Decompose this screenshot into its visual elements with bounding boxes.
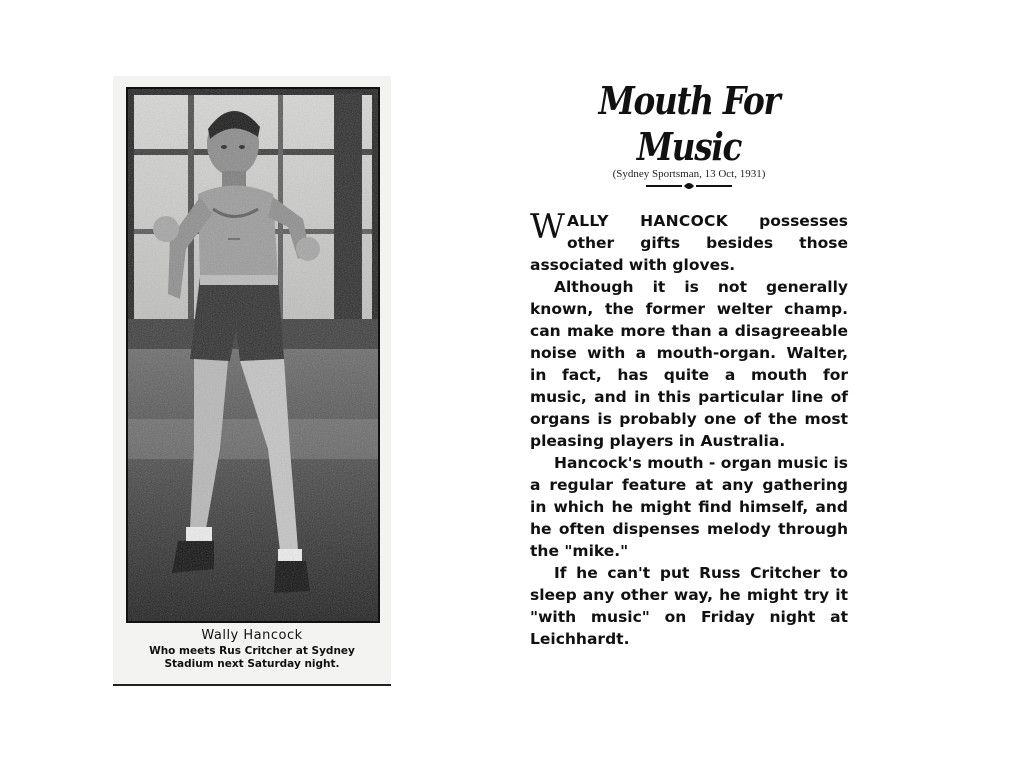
- caption-name: Wally Hancock: [201, 628, 303, 643]
- caption-line-1: Who meets Rus Critcher at Sydney: [149, 645, 355, 657]
- article-headline: Mouth For Music: [598, 78, 780, 169]
- paragraph-1: [530, 207, 848, 276]
- article: [530, 78, 848, 650]
- paragraph-4: If he can't put Russ Critcher to sleep any other way, he might try it "with music" on Friday night at Leichhardt.: [530, 564, 848, 648]
- boxer-photo: [126, 87, 380, 623]
- paragraph-2: Although it is not generally known, the former welter champ. can make more than a disagreeable noise with a mouth-organ. Walter, in fact, has quite a mouth for music, and in this particular line of organs is probably one of the most pleasing players in Australia.: [530, 278, 848, 450]
- divider-ornament-icon: [644, 180, 734, 192]
- photo-caption: [113, 628, 391, 671]
- article-body: [530, 207, 848, 650]
- paragraph-1-text: possesses other gifts besides those associated with gloves.: [530, 212, 848, 274]
- photo-panel: [113, 76, 391, 686]
- article-source: (Sydney Sportsman, 13 Oct, 1931): [612, 168, 766, 180]
- lead-caps: ALLY HANCOCK: [566, 212, 729, 230]
- caption-line-2: Stadium next Saturday night.: [164, 658, 340, 670]
- paragraph-3: Hancock's mouth - organ music is a regular feature at any gathering in which he might find himself, and he often dispenses melody through the "mike.": [530, 454, 848, 560]
- drop-cap: W: [530, 207, 565, 247]
